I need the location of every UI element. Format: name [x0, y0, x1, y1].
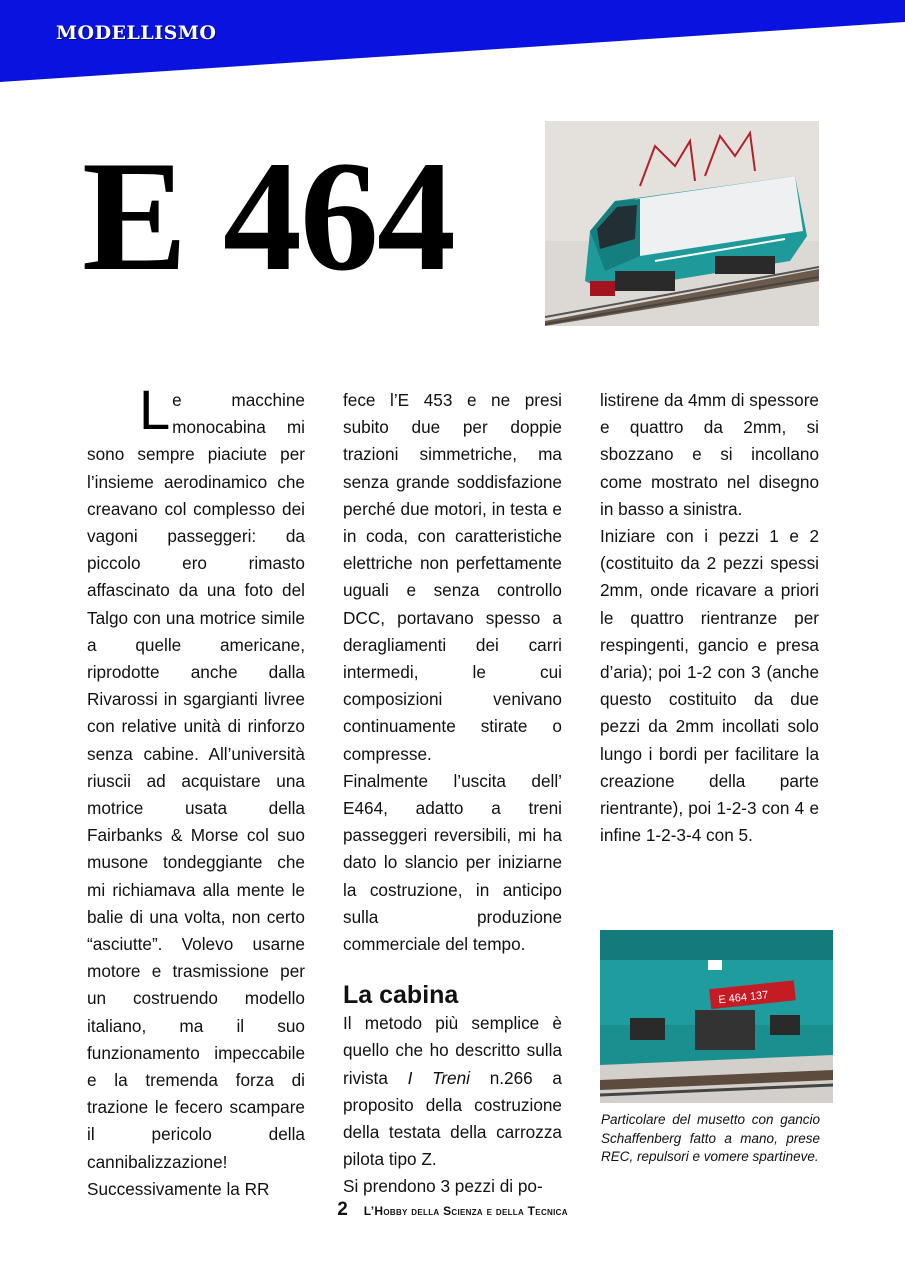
paragraph: e macchine monocabina mi sono sempre piaciute per l’insieme aerodinamico che creavano col complesso dei vagoni passeggeri: da piccolo ero rimasto affascinato da una foto del Talgo con una motrice simile a quelle americane, riprodotte anche dalla Rivarossi in sgargianti livree con relative unità di rinforzo senza cabine. All’università riuscii ad acquistare una motrice usata della Fairbanks & Morse col suo musone tondeggiante che mi richiamava alla mente le balie di una volta, non certo “asciutte”. Volevo usarne motore e trasmissione per un costruendo modello italiano, ma il suo funzionamento impeccabile e la tremenda forza di trazione le fecero scampare il pericolo della cannibalizzazione!: [87, 390, 305, 1172]
locomotive-photo: [545, 121, 819, 326]
text-run: n.266 a proposito della costruzione della testata della carrozza pilota tipo Z.: [343, 1067, 562, 1170]
section-heading: La cabina: [343, 981, 459, 1010]
article-column-2: [343, 387, 562, 1201]
page-number: 2: [337, 1199, 348, 1220]
paragraph: fece l’E 453 e ne presi subito due per doppie trazioni simmetriche, ma senza grande soddisfazione perché due motori, in testa e in coda, con caratteristiche elettriche non perfettamente uguali e senza controllo DCC, portavano spesso a deragliamenti dei carri intermedi, le cui composizioni venivano continuamente stirate o compresse.: [343, 390, 562, 764]
article-column-3: [600, 387, 819, 849]
text-run: Il metodo più semplice è quello che ho descritto sulla rivista: [343, 1013, 562, 1088]
paragraph: Si prendono 3 pezzi di po-: [343, 1176, 543, 1197]
number-plate: E 464 137: [717, 989, 769, 1007]
drop-cap: L: [139, 378, 171, 441]
paragraph: [343, 1010, 562, 1173]
article-column-1: [87, 378, 305, 1203]
magazine-title: L’Hobby della Scienza e della Tecnica: [363, 1204, 568, 1218]
section-label: MODELLISMO: [56, 22, 217, 44]
paragraph: Iniziare con i pezzi 1 e 2 (costituito da 2 pezzi spessi 2mm, onde ricavare a priori le quattro rientranze per respingenti, gancio e presa d’aria); poi 1-2 con 3 (anche questo costituito da due pezzi da 2mm incollati solo lungo i bordi per facilitare la creazione della parte rientrante), poi 1-2-3 con 4 e infine 1-2-3-4 con 5.: [600, 526, 819, 846]
paragraph: Successivamente la RR: [87, 1178, 270, 1199]
page-footer: [0, 1199, 905, 1221]
paragraph: listirene da 4mm di spessore e quattro da 2mm, si sbozzano e si incollano come mostrato nel disegno in basso a sinistra.: [600, 390, 819, 519]
magazine-name: I Treni: [407, 1067, 470, 1088]
article-title: E 464: [82, 129, 454, 304]
detail-photo: [600, 930, 833, 1103]
photo-caption: Particolare del musetto con gancio Schaffenberg fatto a mano, prese REC, repulsori e vomere spartineve.: [601, 1112, 820, 1164]
paragraph: Finalmente l’uscita dell’ E464, adatto a treni passeggeri reversibili, mi ha dato lo slancio per iniziarne la costruzione, in anticipo sulla produzione commerciale del tempo.: [343, 770, 562, 955]
